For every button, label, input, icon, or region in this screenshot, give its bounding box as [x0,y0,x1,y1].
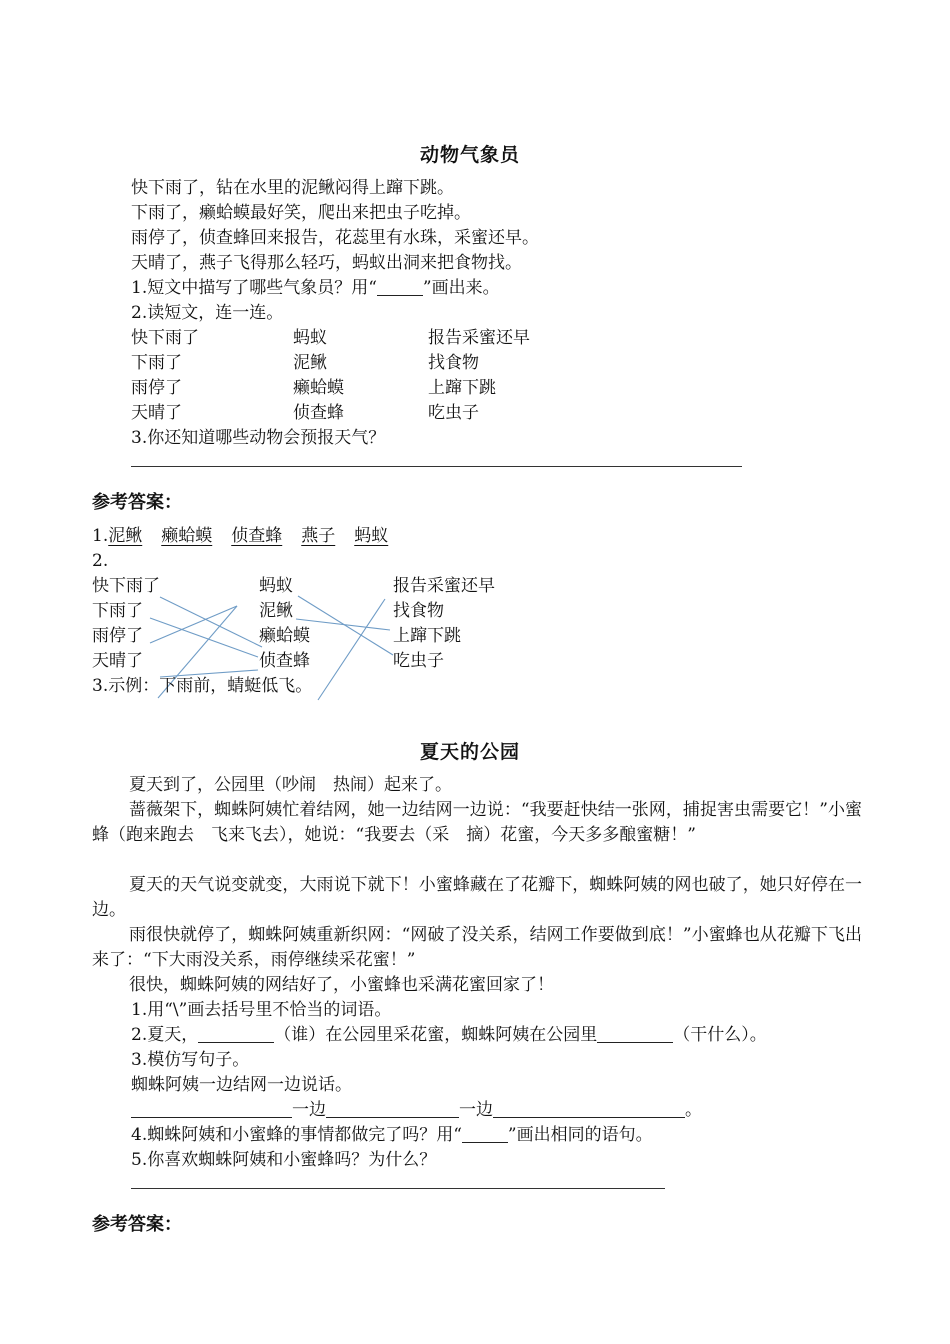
answer-match-col2-item: 蚂蚁 [259,576,293,596]
answer-match-col1-item: 快下雨了 [92,576,160,596]
match-col2-item: 蚂蚁 [293,328,327,348]
underline-mark [462,1124,508,1143]
answer-match-col2-item: 癞蛤蟆 [259,626,310,646]
connector-line [296,619,390,630]
story-paragraph: 蔷薇架下，蜘蛛阿姨忙着结网，她一边结网一边说：“我要赶快结一张网，捕捉害虫需要它！”小蜜蜂（跑来跑去 飞来飞去），她说：“我要去（采 摘）花蜜，今天多多酿蜜糖！” [92,800,862,845]
blank-action-2 [493,1099,685,1118]
story-paragraph: 雨很快就停了，蜘蛛阿姨重新织网：“网破了没关系，结网工作要做到底！”小蜜蜂也从花瓣下飞出来了：“下大雨没关系，雨停继续采花蜜！” [92,925,862,970]
blank-who [198,1024,274,1043]
blank-what [597,1024,673,1043]
answer-word: 癞蛤蟆 [161,526,213,546]
answer-word: 泥鳅 [108,526,143,546]
poem-line-4: 天晴了，燕子飞得那么轻巧，蚂蚁出洞来把食物找。 [131,253,522,273]
poem-line-3: 雨停了，侦查蜂回来报告，花蕊里有水珠，采蜜还早。 [131,228,539,248]
answer-match-col1-item: 下雨了 [92,601,143,621]
yibian-2: 一边 [459,1100,493,1120]
match-col1-item: 下雨了 [131,353,182,373]
example-sentence: 蜘蛛阿姨一边结网一边说话。 [131,1075,352,1095]
question-3: 3.你还知道哪些动物会预报天气？ [131,428,386,448]
answer-match-col3-item: 找食物 [393,601,444,621]
connector-line [150,606,237,643]
match-col1-item: 天晴了 [131,403,182,423]
yibian-1: 一边 [292,1100,326,1120]
poem-line-1: 快下雨了，钻在水里的泥鳅闷得上蹿下跳。 [131,178,454,198]
question-2: 2.读短文，连一连。 [131,303,284,323]
answer-match-col3-item: 报告采蜜还早 [393,576,495,596]
story-question-4 [131,1123,653,1148]
story-paragraph: 夏天的天气说变就变，大雨说下就下！小蜜蜂藏在了花瓣下，蜘蛛阿姨的网也破了，她只好停在一边。 [92,875,862,920]
answer-word: 蚂蚁 [354,526,389,546]
match-col3-item: 上蹿下跳 [428,378,496,398]
connector-line [298,596,393,655]
question-4-prefix: 4.蜘蛛阿姨和小蜜蜂的事情都做完了吗？用“ [131,1125,462,1145]
answer-match-col3-item: 吃虫子 [393,651,444,671]
blank-action-1 [326,1099,459,1118]
blank-subject [131,1099,292,1118]
section1-title: 动物气象员 [420,144,521,166]
question-1-suffix: ”画出来。 [422,278,500,298]
question-4-suffix: ”画出相同的语句。 [507,1125,653,1145]
answer-word: 侦查蜂 [231,526,283,546]
story-question-2 [131,1023,767,1048]
sentence-end: 。 [685,1100,702,1120]
question-2-part-b: （谁）在公园里采花蜜，蜘蛛阿姨在公园里 [274,1025,598,1045]
question-2-part-a: 2.夏天， [131,1025,199,1045]
answer-heading: 参考答案： [92,492,182,513]
question-1-prefix: 1.短文中描写了哪些气象员？用“ [131,278,377,298]
poem-line-2: 下雨了，癞蛤蟆最好笑，爬出来把虫子吃掉。 [131,203,471,223]
story-question-1: 1.用“\”画去括号里不恰当的词语。 [131,1000,392,1020]
answer-match-col1-item: 雨停了 [92,626,143,646]
match-col3-item: 报告采蜜还早 [428,328,530,348]
answer-3: 3.示例：下雨前，蜻蜓低飞。 [92,676,313,696]
answer-1-prefix: 1. [92,526,109,546]
match-col1-item: 快下雨了 [131,328,199,348]
answer-line [131,1188,665,1189]
match-col2-item: 泥鳅 [293,353,327,373]
question-2-part-c: （干什么）。 [673,1025,767,1045]
answer-2-label: 2. [92,551,109,571]
imitation-sentence [131,1098,702,1123]
section2-title: 夏天的公园 [420,741,521,763]
story-question-3: 3.模仿写句子。 [131,1050,250,1070]
match-col2-item: 侦查蜂 [293,403,344,423]
answer-match-col2-item: 泥鳅 [259,601,293,621]
story-paragraph: 很快，蜘蛛阿姨的网结好了，小蜜蜂也采满花蜜回家了！ [129,975,554,995]
match-col2-item: 癞蛤蟆 [293,378,344,398]
answer-match-col1-item: 天晴了 [92,651,143,671]
story-question-5: 5.你喜欢蜘蛛阿姨和小蜜蜂吗？为什么？ [131,1150,437,1170]
match-col3-item: 找食物 [428,353,479,373]
answer-match-col2-item: 侦查蜂 [259,651,310,671]
answer-heading: 参考答案： [92,1214,182,1235]
story-paragraph: 夏天到了，公园里（吵闹 热闹）起来了。 [129,775,452,795]
match-col3-item: 吃虫子 [428,403,479,423]
match-col1-item: 雨停了 [131,378,182,398]
answer-word: 燕子 [301,526,336,546]
answer-match-col3-item: 上蹿下跳 [393,626,461,646]
